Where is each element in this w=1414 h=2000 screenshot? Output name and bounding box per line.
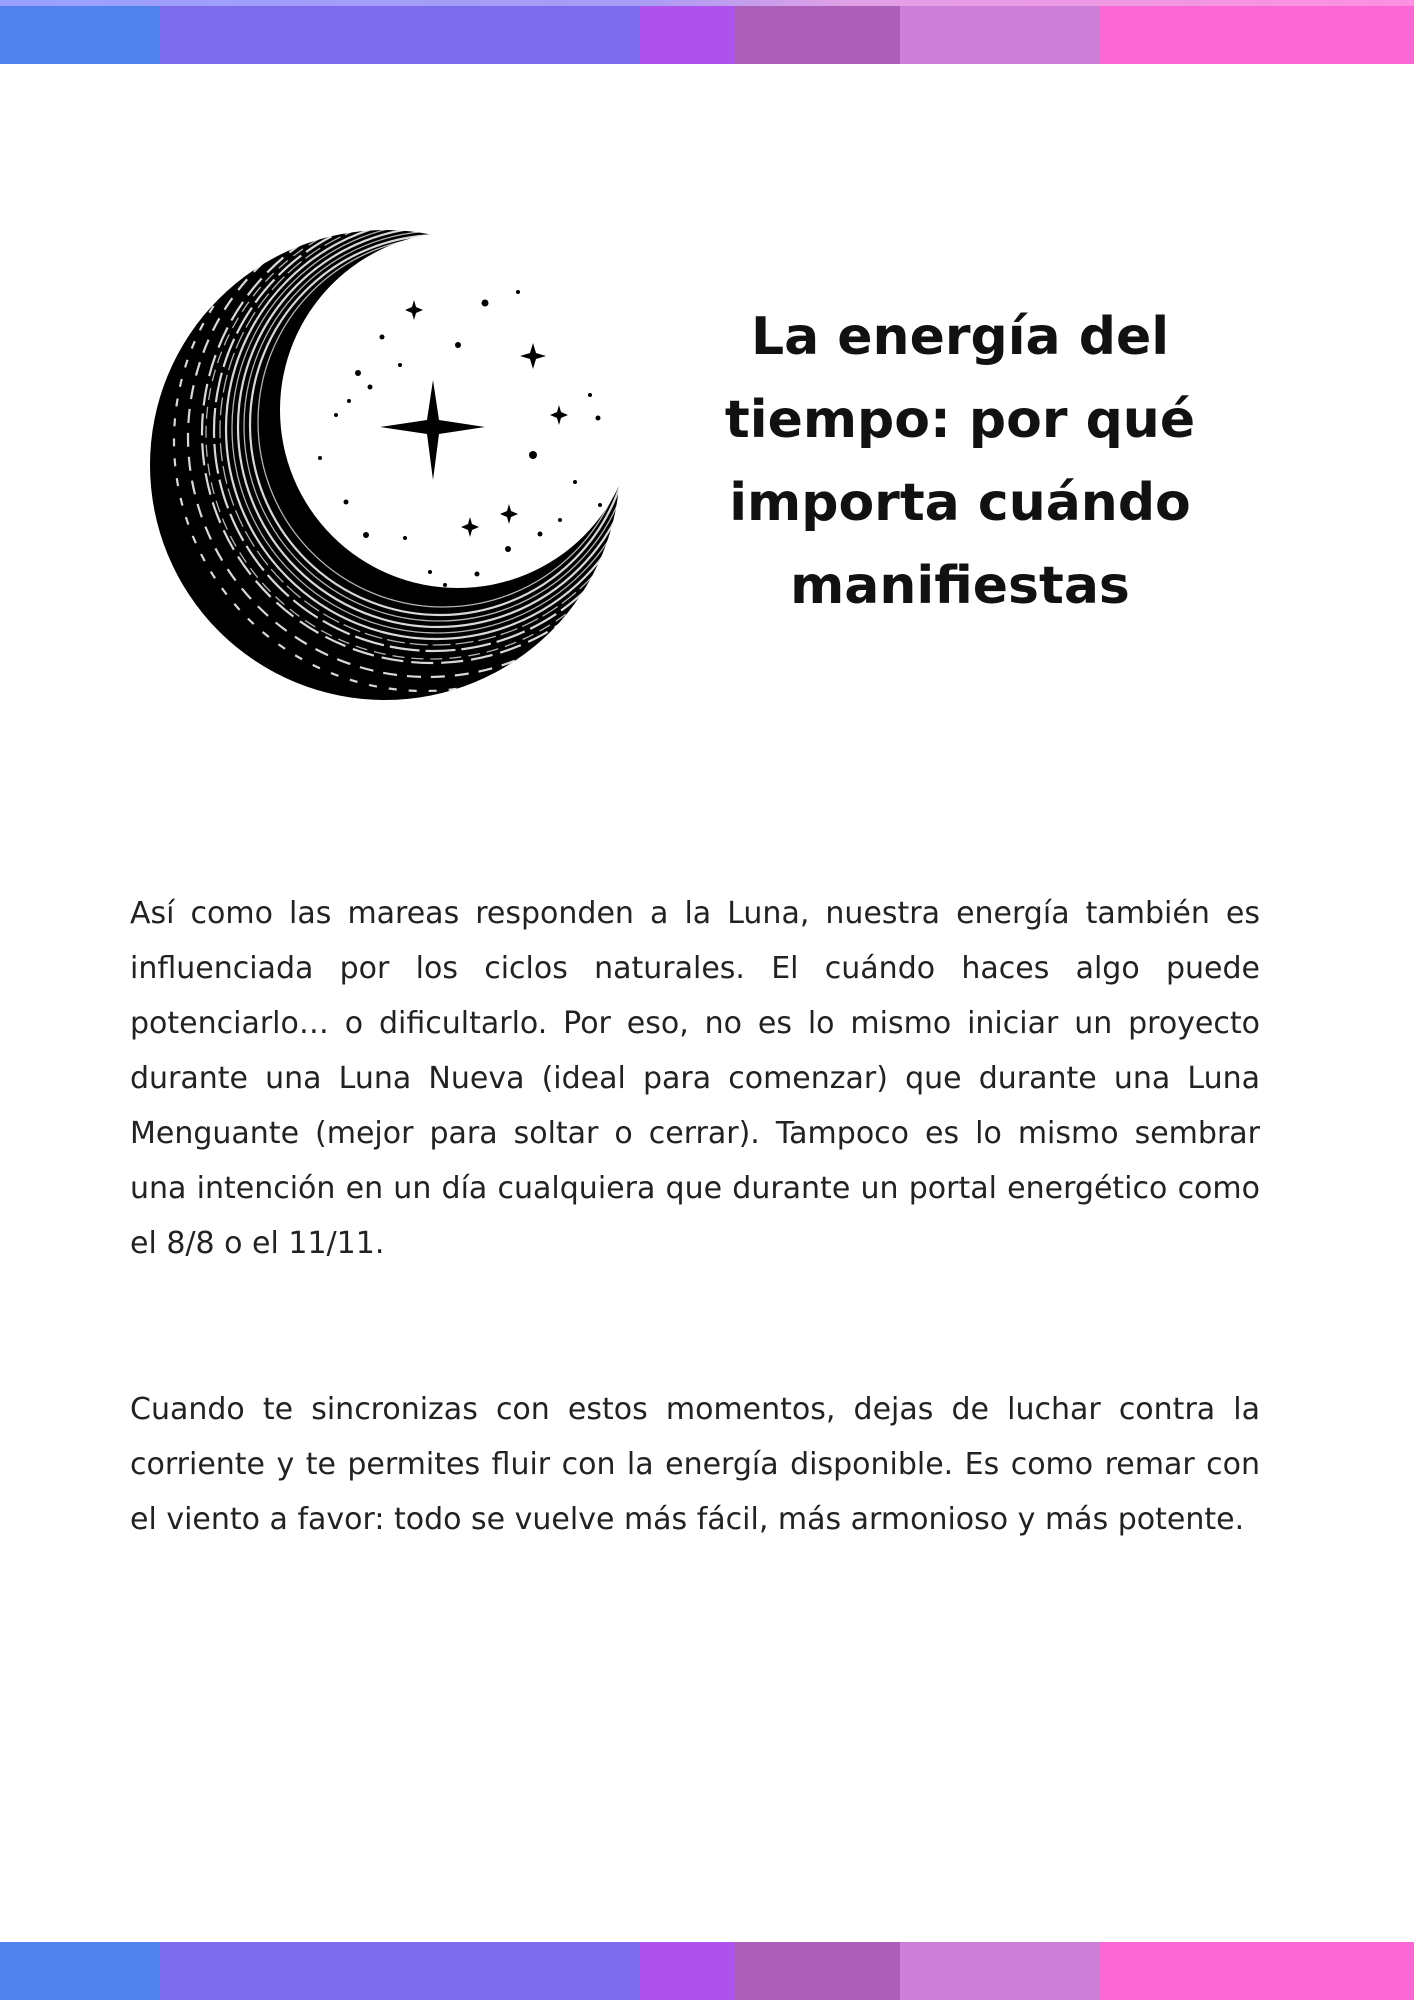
color-bar-segment (735, 6, 900, 64)
color-bar-segment (1100, 6, 1414, 64)
footer-color-bar (0, 1942, 1414, 2000)
header-color-bar (0, 6, 1414, 64)
color-bar-segment (160, 1942, 640, 2000)
body-paragraph: Cuando te sincronizas con estos momentos, dejas de luchar contra la corriente y te permites fluir con la energía disponible. Es como remar con el viento a favor: todo se vuelve más fácil, más armonioso y más potente. (130, 1392, 1260, 1537)
color-bar-segment (640, 1942, 735, 2000)
crescent-moon-with-stars-icon (140, 215, 630, 705)
color-bar-segment (160, 6, 640, 64)
color-bar-segment (0, 1942, 160, 2000)
color-bar-segment (1100, 1942, 1414, 2000)
color-bar-segment (640, 6, 735, 64)
page-title: La energía del tiempo: por qué importa cuándo manifiestas (724, 307, 1196, 616)
color-bar-segment (735, 1942, 900, 2000)
color-bar-segment (900, 6, 1100, 64)
body-paragraph: Así como las mareas responden a la Luna, nuestra energía también es influenciada por los ciclos naturales. El cuándo haces algo puede potenciarlo… o dificultarlo. Por eso, no es lo mismo iniciar un proyecto durante una Luna Nueva (ideal para comenzar) que durante una Luna Menguante (mejor para soltar o cerrar). Tampoco es lo mismo sembrar una intención en un día cualquiera que durante un portal energético como el 8/8 o el 11/11. (130, 896, 1260, 1261)
color-bar-segment (0, 6, 160, 64)
color-bar-segment (900, 1942, 1100, 2000)
